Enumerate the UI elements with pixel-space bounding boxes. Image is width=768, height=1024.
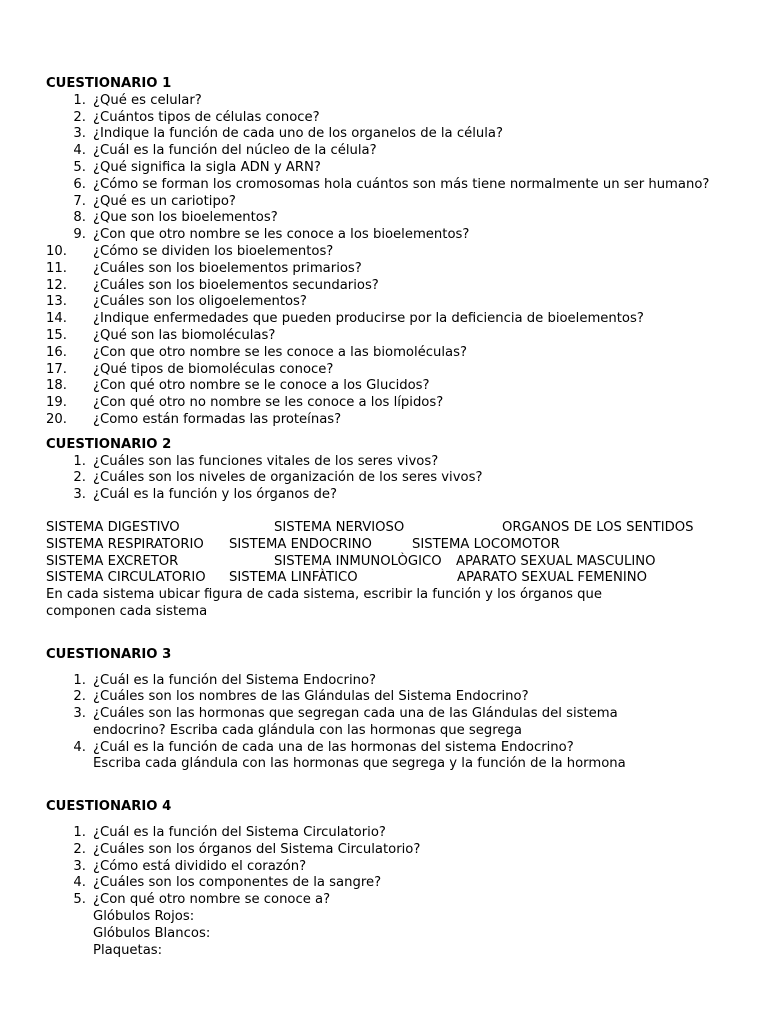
list-item [46,110,736,127]
list-item [46,487,736,504]
list-item [46,412,736,429]
item-number: 9. [73,227,86,243]
item-text: ¿Cuáles son los bioelementos primarios? [93,260,362,276]
item-text: ¿Indique la función de cada uno de los organelos de la célula? [93,126,503,142]
item-text: ¿Con que otro nombre se les conoce a los bioelementos? [93,227,470,243]
list-item [46,454,736,471]
list-item [46,177,736,194]
list-item [46,740,736,757]
list-item [46,842,736,859]
item-number: 1. [73,825,86,841]
list-item [46,859,736,876]
item-number: 3. [73,126,86,142]
item-text: ¿Cómo se forman los cromosomas hola cuántos son más tiene normalmente un ser humano? [93,176,710,192]
item-text: ¿Con qué otro nombre se le conoce a los Glucidos? [93,378,430,394]
item-number: 5. [73,159,86,175]
item-number: 8. [73,210,86,226]
item-number: 4. [73,875,86,891]
list-item [46,825,736,842]
q4-sub-white-cells: Glóbulos Blancos: [93,925,211,941]
q2-title: CUESTIONARIO 2 [46,436,172,452]
item-number: 2. [73,470,86,486]
item-number: 1. [73,92,86,108]
item-text: ¿Cuál es la función y los órganos de? [93,487,337,503]
item-number: 1. [73,453,86,469]
q3-title: CUESTIONARIO 3 [46,646,172,662]
list-item [46,328,736,345]
list-item [46,93,736,110]
item-text: ¿Cómo está dividido el corazón? [93,858,307,874]
item-number: 2. [73,841,86,857]
item-number: 18. [46,378,67,394]
system-label: SISTEMA LOCOMOTOR [412,536,560,552]
system-label: SISTEMA DIGESTIVO [46,519,180,535]
item-number: 4. [73,143,86,159]
q4-sub-red-cells: Glóbulos Rojos: [93,909,195,925]
system-label: SISTEMA NERVIOSO [274,519,405,535]
item-number: 2. [73,109,86,125]
spacer [46,816,736,825]
item-number: 13. [46,294,67,310]
list-item [46,160,736,177]
list-item [46,311,736,328]
system-label: SISTEMA EXCRETOR [46,553,179,569]
item-text: ¿Cuáles son las funciones vitales de los seres vivos? [93,453,439,469]
item-number: 2. [73,689,86,705]
item-text: ¿Cuáles son los componentes de la sangre? [93,875,382,891]
item-text: ¿Como están formadas las proteínas? [93,411,342,427]
system-label: SISTEMA INMUNOLÒGICO [274,553,442,569]
q1-title: CUESTIONARIO 1 [46,76,172,91]
list-item [46,261,736,278]
systems-row-2 [46,537,736,554]
system-label: ORGANOS DE LOS SENTIDOS [502,519,694,535]
item-text: ¿Cuáles son los nombres de las Glándulas del Sistema Endocrino? [93,689,529,705]
list-item [46,875,736,892]
item-number: 14. [46,311,67,327]
spacer [46,429,736,437]
item-number: 6. [73,176,86,192]
item-number: 15. [46,327,67,343]
system-label: SISTEMA ENDOCRINO [229,536,372,552]
item-number: 11. [46,260,67,276]
system-label: SISTEMA CIRCULATORIO [46,570,206,586]
list-item [46,244,736,261]
item-number: 17. [46,361,67,377]
item-text: ¿Cuáles son los bioelementos secundarios? [93,277,379,293]
list-item [46,892,736,909]
item-number: 20. [46,411,67,427]
item-number: 7. [73,193,86,209]
item-text: ¿Cuáles son los oligoelementos? [93,294,307,310]
spacer [46,504,736,520]
item-number: 19. [46,395,67,411]
item-text: ¿Indique enfermedades que pueden producirse por la deficiencia de bioelementos? [93,311,644,327]
list-item [46,278,736,295]
item-text: ¿Cuáles son los órganos del Sistema Circulatorio? [93,841,421,857]
item-text: ¿Con que otro nombre se les conoce a las biomoléculas? [93,344,467,360]
document [46,76,736,959]
item-text: ¿Cómo se dividen los bioelementos? [93,243,334,259]
item-number: 3. [73,487,86,503]
list-item [46,143,736,160]
spacer [46,773,736,799]
q1-list [46,93,736,429]
list-item [46,706,663,740]
item-text: ¿Cuál es la función del núcleo de la célula? [93,143,377,159]
list-item [46,210,736,227]
list-item [46,378,736,395]
list-item [46,227,736,244]
item-text: ¿Qué tipos de biomoléculas conoce? [93,361,334,377]
list-item [46,294,736,311]
item-text: ¿Cuáles son los niveles de organización de los seres vivos? [93,470,483,486]
q4-title: CUESTIONARIO 4 [46,799,172,815]
item-number: 16. [46,344,67,360]
item-text: ¿Qué son las biomoléculas? [93,327,276,343]
item-text: ¿Cuáles son las hormonas que segregan cada una de las Glándulas del sistema endocrino? Escriba cada glándula con las hormonas que segrega [93,706,618,738]
spacer [46,664,736,673]
q2-note: En cada sistema ubicar figura de cada sistema, escribir la función y los órganos que componen cada sistema [46,587,603,619]
system-label: APARATO SEXUAL MASCULINO [456,553,656,569]
list-item [46,345,736,362]
q3-extra: Escriba cada glándula con las hormonas que segrega y la función de la hormona [93,756,626,772]
item-text: ¿Qué significa la sigla ADN y ARN? [93,159,321,175]
item-text: ¿Qué es un cariotipo? [93,193,236,209]
item-number: 1. [73,672,86,688]
item-text: ¿Cuál es la función del Sistema Circulatorio? [93,825,386,841]
item-text: ¿Cuántos tipos de células conoce? [93,109,320,125]
q3-list [46,673,736,757]
spacer [46,621,736,647]
item-text: ¿Cuál es la función de cada una de las hormonas del sistema Endocrino? [93,739,574,755]
q4-list [46,825,736,909]
list-item [46,470,736,487]
systems-row-3 [46,554,736,571]
item-number: 12. [46,277,67,293]
item-text: ¿Cuál es la función del Sistema Endocrino? [93,672,377,688]
item-number: 4. [73,739,86,755]
system-label: SISTEMA RESPIRATORIO [46,536,204,552]
q2-list [46,454,736,504]
list-item [46,126,736,143]
item-text: ¿Con qué otro nombre se conoce a? [93,892,331,908]
list-item [46,689,736,706]
q4-sub-platelets: Plaquetas: [93,942,163,958]
item-number: 3. [73,858,86,874]
item-text: ¿Que son los bioelementos? [93,210,278,226]
list-item [46,194,736,211]
item-text: ¿Con qué otro no nombre se les conoce a los lípidos? [93,395,444,411]
system-label: APARATO SEXUAL FEMENINO [457,570,647,586]
list-item [46,362,736,379]
item-number: 5. [73,892,86,908]
item-number: 10. [46,243,67,259]
item-text: ¿Qué es celular? [93,92,202,108]
list-item [46,395,736,412]
systems-row-4 [46,570,736,587]
list-item [46,673,736,690]
system-label: SISTEMA LINFÀTICO [229,570,358,586]
item-number: 3. [73,706,86,722]
systems-row-1 [46,520,736,537]
